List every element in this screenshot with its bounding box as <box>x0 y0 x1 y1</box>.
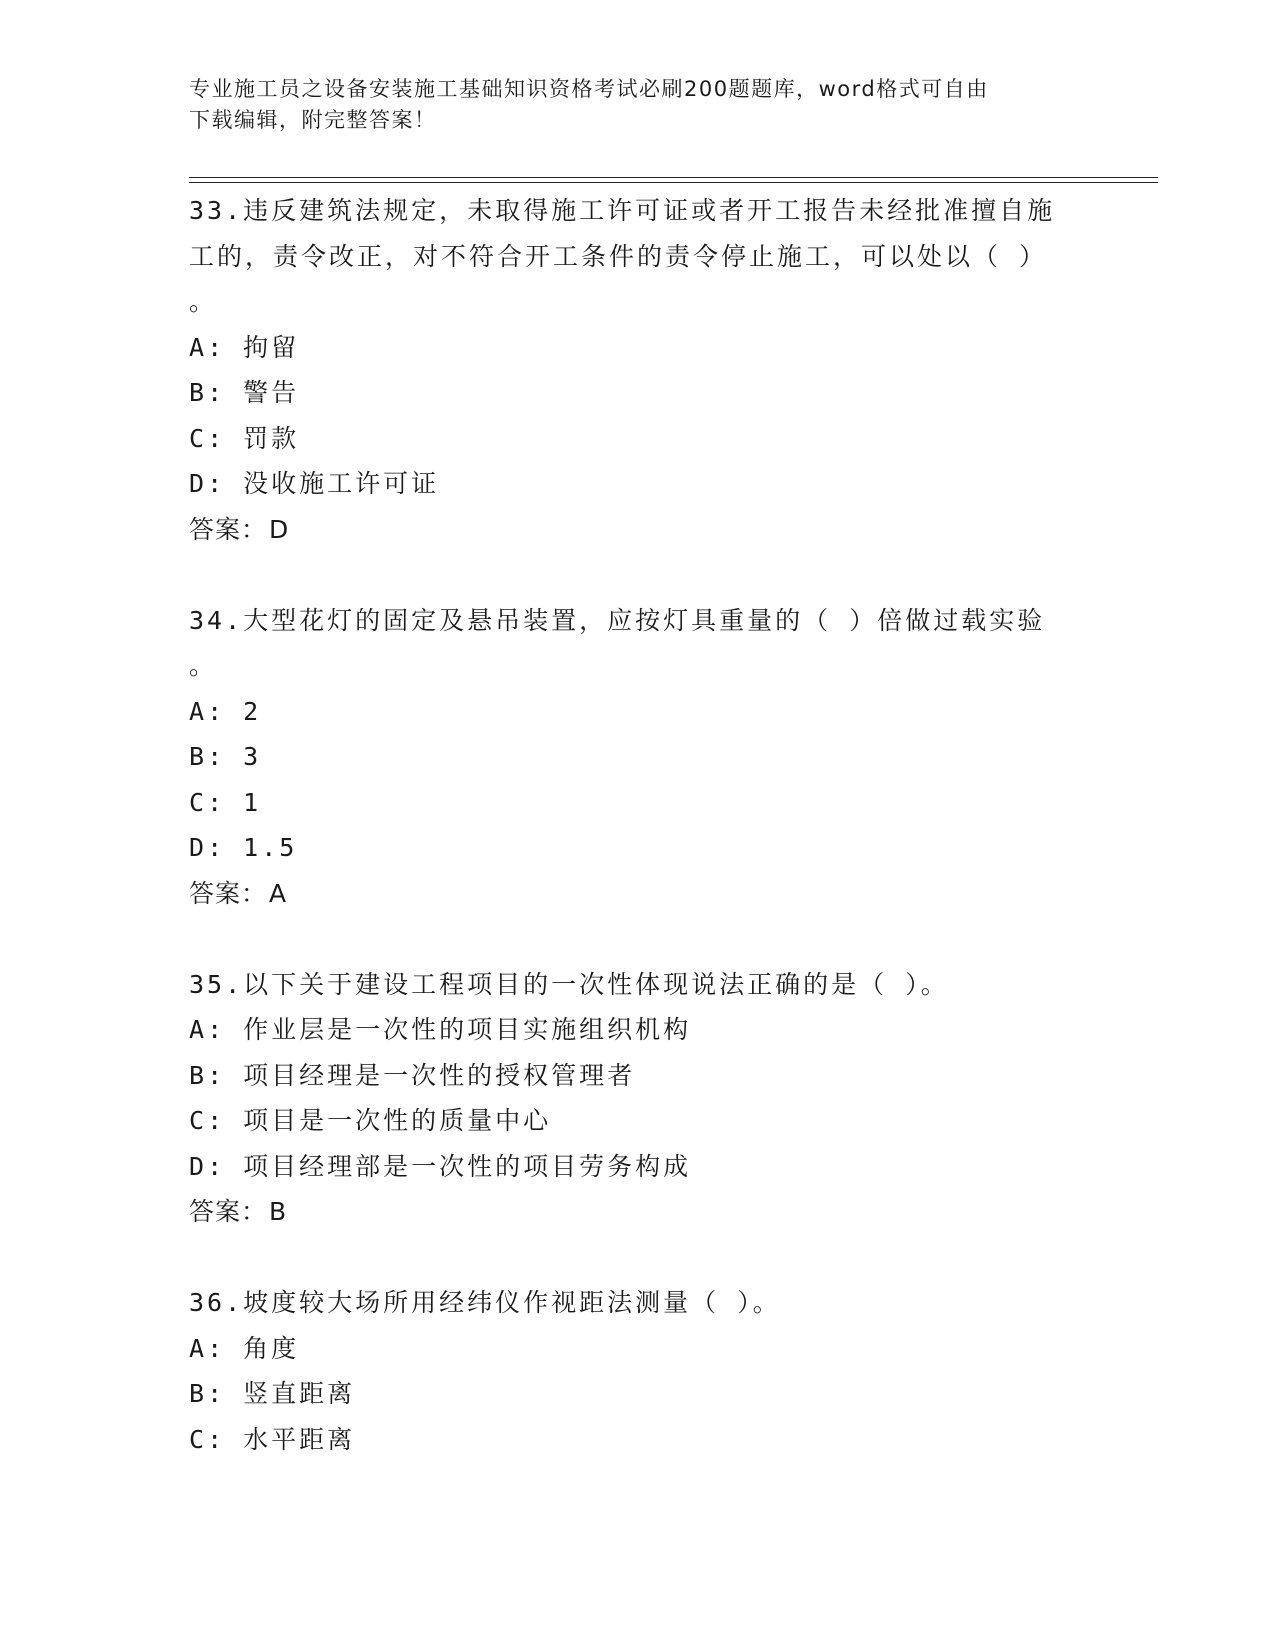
option-separator: : <box>207 378 244 407</box>
option-text: 没收施工许可证 <box>243 469 440 498</box>
option-key: A <box>189 696 208 726</box>
option-separator: : <box>207 833 244 862</box>
answer-value: A <box>269 878 288 908</box>
option-b <box>189 370 1089 416</box>
option-separator: : <box>207 742 244 771</box>
option-separator: : <box>207 1106 244 1135</box>
option-key: C <box>189 787 208 817</box>
answer-line <box>189 1189 1089 1235</box>
option-c <box>189 1098 1089 1144</box>
option-key: C <box>189 1106 208 1135</box>
option-d <box>189 461 1089 507</box>
question-block <box>189 962 1089 1235</box>
option-a <box>189 325 1089 371</box>
option-text: 1.5 <box>243 833 298 862</box>
option-key: D <box>189 469 208 498</box>
option-separator: : <box>207 787 244 817</box>
question-text: 33.违反建筑法规定，未取得施工许可证或者开工报告未经批准擅自施 工的，责令改正，对不符合开工条件的责令停止施工，可以处以（ ） 。 <box>189 196 1056 316</box>
option-d <box>189 825 1089 871</box>
option-separator: : <box>207 1379 244 1408</box>
option-key: A <box>189 332 208 362</box>
answer-label: 答案： <box>189 1197 268 1226</box>
option-b <box>189 1053 1089 1099</box>
option-separator: : <box>207 1424 244 1454</box>
option-separator: : <box>207 1015 244 1044</box>
option-text: 拘留 <box>243 332 300 362</box>
option-text: 项目经理部是一次性的项目劳务构成 <box>243 1151 692 1181</box>
option-separator: : <box>207 1333 244 1363</box>
option-separator: : <box>207 332 244 362</box>
option-text: 项目是一次性的质量中心 <box>243 1106 552 1135</box>
option-separator: : <box>207 696 244 726</box>
option-c <box>189 416 1089 462</box>
header-divider-bottom <box>189 182 1158 183</box>
option-key: C <box>189 1424 208 1454</box>
option-c <box>189 780 1089 826</box>
question-spacer <box>189 916 1089 962</box>
option-text: 竖直距离 <box>243 1379 356 1408</box>
question-block <box>189 1280 1089 1462</box>
option-a <box>189 1007 1089 1053</box>
answer-label: 答案： <box>189 878 268 908</box>
answer-line <box>189 871 1089 917</box>
question-list <box>189 188 1089 1462</box>
answer-value: D <box>269 514 290 544</box>
question-text: 34.大型花灯的固定及悬吊装置，应按灯具重量的（ ）倍做过载实验 。 <box>189 605 1046 680</box>
option-text: 3 <box>243 742 262 771</box>
option-text: 1 <box>243 787 262 817</box>
option-b <box>189 734 1089 780</box>
question-block <box>189 188 1089 552</box>
option-d <box>189 1144 1089 1190</box>
option-b <box>189 1371 1089 1417</box>
question-spacer <box>189 1235 1089 1281</box>
option-key: B <box>189 742 208 771</box>
option-text: 作业层是一次性的项目实施组织机构 <box>243 1015 692 1044</box>
option-text: 2 <box>243 696 262 726</box>
answer-line <box>189 507 1089 553</box>
option-key: D <box>189 1151 208 1181</box>
option-text: 项目经理是一次性的授权管理者 <box>243 1060 636 1090</box>
option-a <box>189 1326 1089 1372</box>
document-header: 专业施工员之设备安装施工基础知识资格考试必刷200题题库，word格式可自由 下载编辑，附完整答案！ <box>189 77 989 132</box>
option-key: B <box>189 1379 208 1408</box>
option-text: 罚款 <box>243 423 300 453</box>
question-text: 36.坡度较大场所用经纬仪作视距法测量（ ）。 <box>189 1288 781 1317</box>
option-key: A <box>189 1015 208 1044</box>
question-block <box>189 598 1089 917</box>
option-separator: : <box>207 1151 244 1181</box>
question-spacer <box>189 552 1089 598</box>
option-a <box>189 689 1089 735</box>
option-key: A <box>189 1333 208 1363</box>
option-separator: : <box>207 469 244 498</box>
option-separator: : <box>207 1060 244 1090</box>
option-key: B <box>189 378 208 407</box>
option-text: 水平距离 <box>243 1424 356 1454</box>
option-text: 警告 <box>243 378 300 407</box>
option-separator: : <box>207 423 244 453</box>
answer-label: 答案： <box>189 514 268 544</box>
option-key: D <box>189 833 208 862</box>
question-text: 35.以下关于建设工程项目的一次性体现说法正确的是（ ）。 <box>189 969 949 999</box>
option-text: 角度 <box>243 1333 300 1363</box>
answer-value: B <box>269 1197 288 1226</box>
header-divider-top <box>189 177 1158 178</box>
option-key: B <box>189 1060 208 1090</box>
option-key: C <box>189 423 208 453</box>
option-c <box>189 1417 1089 1463</box>
